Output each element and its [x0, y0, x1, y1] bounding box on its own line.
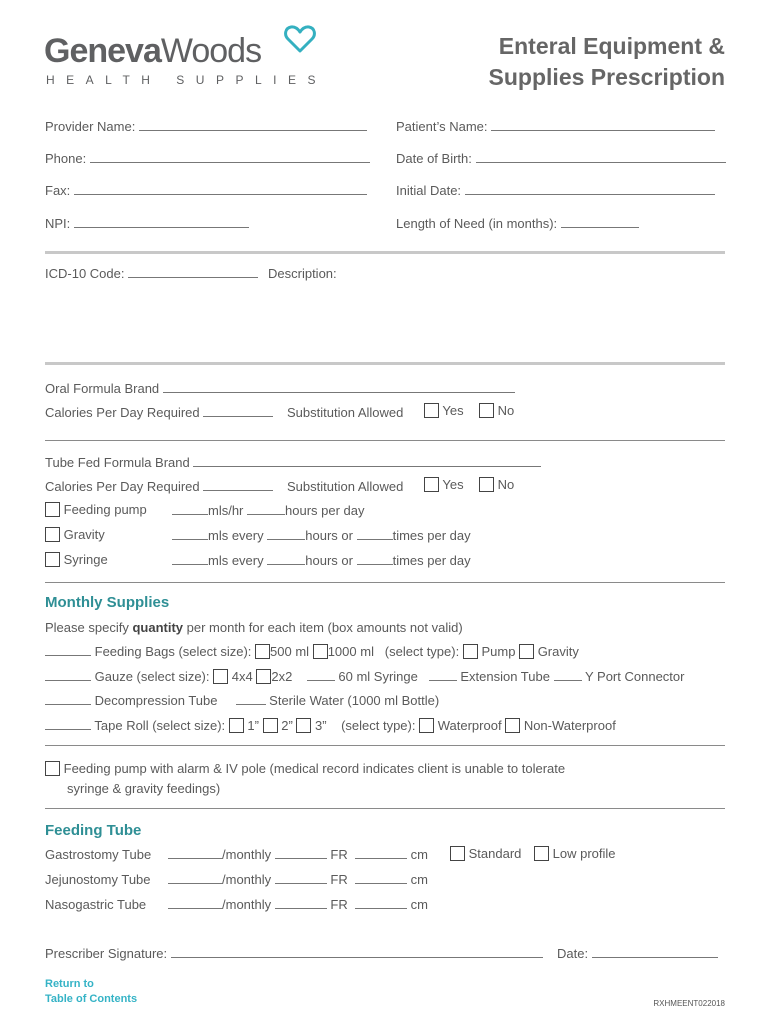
feeding-bags-row[interactable]: Feeding Bags (select size): 500 ml 1000 ml (select type): Pump Gravity: [45, 644, 579, 659]
syringe-schedule-field[interactable]: mls every hours or times per day: [172, 553, 471, 568]
company-logo-wordmark: GenevaWoods: [44, 32, 262, 70]
decompression-tube-row[interactable]: Decompression Tube Sterile Water (1000 ml Bottle): [45, 693, 439, 708]
oral-substitution-label: Substitution Allowed: [287, 405, 404, 420]
section-divider: [45, 440, 725, 441]
tape-waterproof-checkbox[interactable]: [419, 718, 434, 733]
section-divider: [45, 362, 725, 365]
phone-field[interactable]: Phone:: [45, 151, 370, 166]
low-profile-checkbox[interactable]: Low profile: [534, 846, 616, 861]
monthly-supplies-heading: Monthly Supplies: [45, 594, 170, 611]
feeding-bags-1000ml-checkbox[interactable]: [313, 644, 328, 659]
monthly-supplies-instructions: Please specify quantity per month for each item (box amounts not valid): [45, 620, 463, 635]
feeding-tube-heading: Feeding Tube: [45, 822, 142, 839]
tube-calories-field[interactable]: Calories Per Day Required: [45, 479, 273, 494]
nasogastric-tube-label: Nasogastric Tube: [45, 897, 147, 912]
tube-substitution-no-checkbox[interactable]: No: [479, 477, 514, 492]
feeding-bags-500ml-checkbox[interactable]: [255, 644, 270, 659]
oral-formula-brand-field[interactable]: Oral Formula Brand: [45, 381, 515, 396]
gravity-checkbox[interactable]: Gravity: [45, 527, 105, 542]
gastrostomy-tube-fields[interactable]: /monthly FR cm: [168, 847, 428, 862]
feeding-bags-pump-checkbox[interactable]: [463, 644, 478, 659]
nasogastric-tube-fields[interactable]: /monthly FR cm: [168, 897, 428, 912]
tape-2in-checkbox[interactable]: [263, 718, 278, 733]
syringe-checkbox[interactable]: Syringe: [45, 552, 108, 567]
gravity-schedule-field[interactable]: mls every hours or times per day: [172, 528, 471, 543]
patient-name-field[interactable]: Patient’s Name:: [396, 119, 715, 134]
form-code: RXHMEENT022018: [653, 999, 725, 1008]
tube-substitution-yes-checkbox[interactable]: Yes: [424, 477, 464, 492]
prescriber-signature-field[interactable]: Prescriber Signature:: [45, 946, 543, 961]
oral-substitution-yes-checkbox[interactable]: Yes: [424, 403, 464, 418]
fax-field[interactable]: Fax:: [45, 183, 367, 198]
section-divider: [45, 582, 725, 583]
heart-logo-icon: [284, 24, 316, 54]
section-divider: [45, 745, 725, 746]
section-divider: [45, 808, 725, 809]
return-to-toc-link[interactable]: Return to Table of Contents: [45, 978, 138, 1005]
page-title: Enteral Equipment & Supplies Prescription: [488, 33, 725, 90]
feeding-pump-checkbox[interactable]: Feeding pump: [45, 502, 147, 517]
pump-with-pole-checkbox[interactable]: Feeding pump with alarm & IV pole (medical record indicates client is unable to tolerate: [45, 761, 565, 776]
oral-calories-field[interactable]: Calories Per Day Required: [45, 405, 273, 420]
tape-non-waterproof-checkbox[interactable]: [505, 718, 520, 733]
icd10-code-field[interactable]: ICD-10 Code:: [45, 266, 258, 281]
gauze-2x2-checkbox[interactable]: [256, 669, 271, 684]
tape-3in-checkbox[interactable]: [296, 718, 311, 733]
pump-with-pole-line2: syringe & gravity feedings): [67, 781, 221, 796]
npi-field[interactable]: NPI:: [45, 216, 249, 231]
gastrostomy-tube-label: Gastrostomy Tube: [45, 847, 152, 862]
initial-date-field[interactable]: Initial Date:: [396, 183, 715, 198]
gauze-4x4-checkbox[interactable]: [213, 669, 228, 684]
tube-substitution-label: Substitution Allowed: [287, 479, 404, 494]
signature-date-field[interactable]: Date:: [557, 946, 718, 961]
description-label: Description:: [268, 266, 337, 281]
oral-substitution-no-checkbox[interactable]: No: [479, 403, 514, 418]
feeding-pump-rate-field[interactable]: mls/hr hours per day: [172, 503, 365, 518]
gauze-row[interactable]: Gauze (select size): 4x4 2x2 60 ml Syringe Extension Tube Y Port Connector: [45, 669, 684, 684]
company-logo-tagline: HEALTH SUPPLIES: [46, 73, 327, 87]
tape-roll-row[interactable]: Tape Roll (select size): 1” 2” 3” (select type): Waterproof Non-Waterproof: [45, 718, 616, 733]
provider-name-field[interactable]: Provider Name:: [45, 119, 367, 134]
jejunostomy-tube-fields[interactable]: /monthly FR cm: [168, 872, 428, 887]
date-of-birth-field[interactable]: Date of Birth:: [396, 151, 726, 166]
length-of-need-field[interactable]: Length of Need (in months):: [396, 216, 639, 231]
feeding-bags-gravity-checkbox[interactable]: [519, 644, 534, 659]
standard-checkbox[interactable]: Standard: [450, 846, 521, 861]
section-divider: [45, 251, 725, 254]
tape-1in-checkbox[interactable]: [229, 718, 244, 733]
tube-formula-brand-field[interactable]: Tube Fed Formula Brand: [45, 455, 541, 470]
jejunostomy-tube-label: Jejunostomy Tube: [45, 872, 151, 887]
